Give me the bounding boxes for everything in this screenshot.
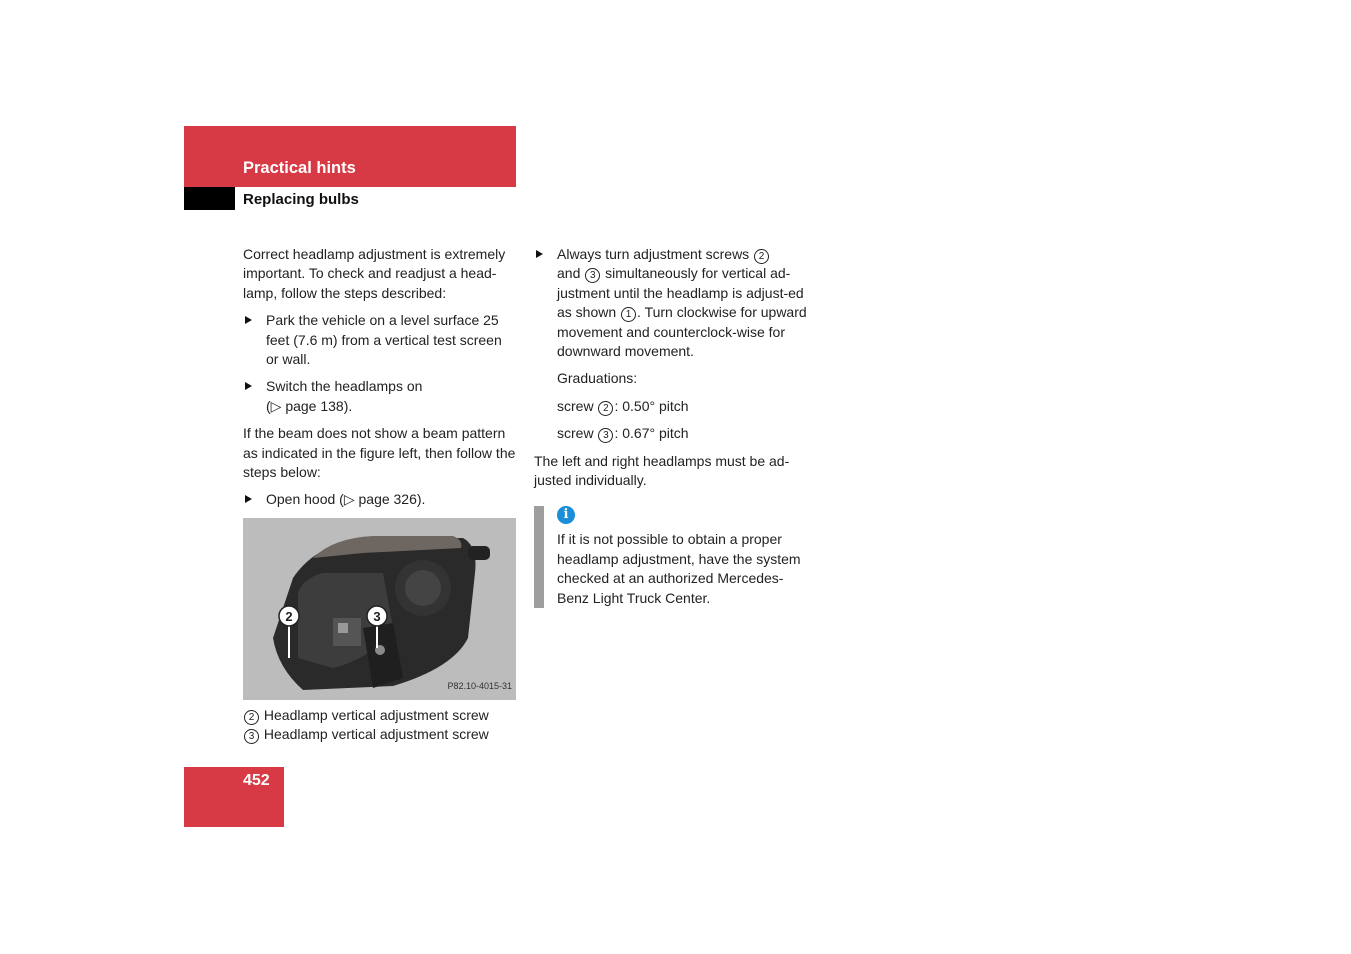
- info-text: If it is not possible to obtain a proper headlamp adjustment, have the system checked at an authorized Mercedes-Benz Light Truck Center.: [557, 531, 801, 606]
- header-tab-marker: [184, 187, 235, 210]
- section-title: Practical hints: [243, 159, 356, 177]
- step-open-hood: Open hood (▷ page 326).: [243, 490, 518, 509]
- individually-paragraph: The left and right headlamps must be ad-justed individually.: [534, 452, 790, 489]
- subsection-title: Replacing bulbs: [243, 191, 359, 208]
- info-bar: [534, 506, 544, 608]
- bullet-arrow-icon: [245, 316, 252, 324]
- beam-paragraph: If the beam does not show a beam pattern as indicated in the figure left, then follow the steps below:: [243, 425, 516, 481]
- info-note: [534, 506, 814, 608]
- bullet-arrow-icon: [536, 250, 543, 258]
- callout-2: [279, 606, 299, 626]
- number-2-icon: 2: [754, 249, 769, 264]
- svg-text:3: 3: [373, 608, 381, 624]
- callout-3: [367, 606, 387, 626]
- screw-2-pitch: screw 2 : 0.50° pitch: [557, 397, 689, 414]
- left-column: [243, 245, 518, 745]
- screw-3-pitch: screw 3 : 0.67° pitch: [557, 425, 689, 442]
- step-turn-screws: Always turn adjustment screws 2 and 3 simultaneously for vertical ad-justment until the headlamp is adjust-ed as shown 1 . Turn clockwise for upward movement and counterclock-wise for downward movement.: [534, 245, 814, 361]
- number-2-icon: 2: [244, 710, 259, 725]
- legend-item-3: 3 Headlamp vertical adjustment screw: [243, 725, 518, 744]
- step-headlamps-on: Switch the headlamps on (▷ page 138).: [243, 377, 518, 416]
- svg-text:2: 2: [285, 608, 293, 624]
- figure-code: P82.10-4015-31: [447, 681, 512, 692]
- page-reference-link[interactable]: (▷ page 138).: [266, 397, 353, 414]
- number-1-icon: 1: [621, 307, 636, 322]
- headlamp-image: [243, 518, 516, 700]
- number-3-icon: 3: [244, 729, 259, 744]
- headlamp-figure: [243, 518, 516, 700]
- page-number: 452: [243, 772, 270, 789]
- legend-item-2: 2 Headlamp vertical adjustment screw: [243, 706, 518, 725]
- bullet-arrow-icon: [245, 495, 252, 503]
- number-3-icon: 3: [585, 268, 600, 283]
- bullet-arrow-icon: [245, 382, 252, 390]
- number-2-icon: 2: [598, 401, 613, 416]
- right-column: [534, 245, 814, 608]
- info-icon: i: [557, 506, 575, 524]
- step-park: Park the vehicle on a level surface 25 feet (7.6 m) from a vertical test screen or wall.: [243, 311, 518, 369]
- number-3-icon: 3: [598, 428, 613, 443]
- graduations-label: Graduations:: [557, 370, 638, 387]
- intro-paragraph: Correct headlamp adjustment is extremely important. To check and readjust a head-lamp, follow the steps described:: [243, 246, 506, 301]
